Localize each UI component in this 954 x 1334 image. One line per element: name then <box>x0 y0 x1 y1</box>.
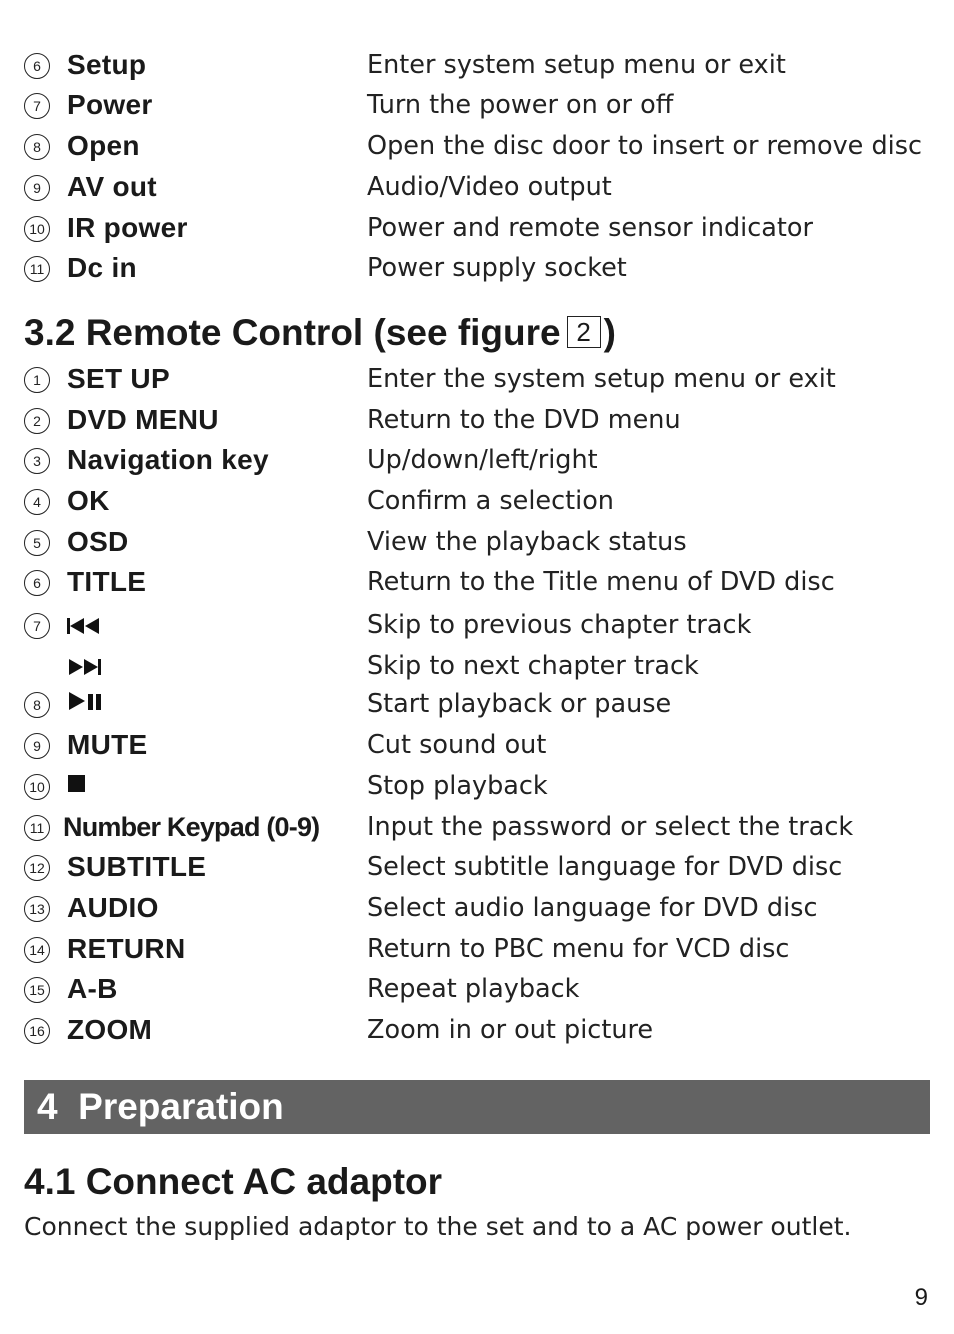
item-description: Input the password or select the track <box>367 812 854 842</box>
item-number: 6 <box>24 570 50 596</box>
item-number: 16 <box>24 1018 50 1044</box>
list-item <box>24 445 930 475</box>
list-item <box>24 893 930 923</box>
section-title-suffix: ) <box>603 312 616 353</box>
item-number: 11 <box>24 815 50 841</box>
item-key: AV out <box>67 171 157 202</box>
item-key: Navigation key <box>67 444 269 475</box>
item-key: Open <box>67 130 140 161</box>
list-item <box>24 172 930 202</box>
item-number: 12 <box>24 855 50 881</box>
list-item <box>24 852 930 882</box>
list-item <box>24 486 930 516</box>
item-description: Stop playback <box>367 771 548 801</box>
item-description: Confirm a selection <box>367 486 614 516</box>
list-item <box>24 364 930 394</box>
list-item <box>24 730 930 760</box>
item-description: Start playback or pause <box>367 689 672 719</box>
item-number: 7 <box>24 613 50 639</box>
list-item <box>24 253 930 283</box>
list-item <box>24 527 930 557</box>
item-key: ZOOM <box>67 1014 153 1045</box>
section-heading <box>24 1160 442 1204</box>
section-heading <box>24 311 616 355</box>
item-description: Power and remote sensor indicator <box>367 213 813 243</box>
item-key: SET UP <box>67 363 170 394</box>
item-description: Open the disc door to insert or remove disc <box>367 131 923 161</box>
item-number: 8 <box>24 134 50 160</box>
list-item <box>24 213 930 243</box>
item-number: 4 <box>24 489 50 515</box>
list-item <box>24 90 930 120</box>
list-item <box>24 689 930 719</box>
figure-reference-box: 2 <box>567 316 601 348</box>
item-description: Select audio language for DVD disc <box>367 893 818 923</box>
page-number: 9 <box>914 1284 928 1311</box>
item-description: Turn the power on or off <box>367 90 674 120</box>
item-number: 3 <box>24 448 50 474</box>
list-item <box>24 651 930 681</box>
item-number: 5 <box>24 530 50 556</box>
item-key: OSD <box>67 526 129 557</box>
item-description: Return to PBC menu for VCD disc <box>367 934 790 964</box>
list-item <box>24 405 930 435</box>
item-number: 10 <box>24 774 50 800</box>
list-item <box>24 131 930 161</box>
item-description: Return to the DVD menu <box>367 405 681 435</box>
item-description: Skip to next chapter track <box>367 651 699 681</box>
chapter-title: 4 Preparation <box>37 1086 284 1127</box>
item-key: TITLE <box>67 566 147 597</box>
chapter-banner <box>24 1080 930 1134</box>
list-item <box>24 812 930 842</box>
item-description: Repeat playback <box>367 974 580 1004</box>
item-key: RETURN <box>67 933 186 964</box>
list-item <box>24 934 930 964</box>
item-description: Enter system setup menu or exit <box>367 50 786 80</box>
item-key: AUDIO <box>67 892 159 923</box>
item-number: 11 <box>24 256 50 282</box>
section-paragraph: Connect the supplied adaptor to the set and to a AC power outlet. <box>24 1212 852 1241</box>
item-description: Cut sound out <box>367 730 547 760</box>
item-description: Skip to previous chapter track <box>367 610 752 640</box>
item-number: 2 <box>24 408 50 434</box>
item-key: IR power <box>67 212 188 243</box>
item-description: Power supply socket <box>367 253 627 283</box>
section-title: 4.1 Connect AC adaptor <box>24 1161 443 1202</box>
item-number: 13 <box>24 896 50 922</box>
next-track-icon <box>67 656 101 686</box>
item-description: Up/down/left/right <box>367 445 598 475</box>
item-key: OK <box>67 485 110 516</box>
item-description: Zoom in or out picture <box>367 1015 654 1045</box>
item-number: 7 <box>24 93 50 119</box>
item-key: Setup <box>67 49 147 80</box>
section-title: 3.2 Remote Control (see figure <box>24 312 561 353</box>
item-description: Enter the system setup menu or exit <box>367 364 836 394</box>
item-description: Select subtitle language for DVD disc <box>367 852 843 882</box>
list-item <box>24 1015 930 1045</box>
item-number: 9 <box>24 733 50 759</box>
item-key: SUBTITLE <box>67 851 207 882</box>
item-number: 15 <box>24 977 50 1003</box>
item-key: DVD MENU <box>67 404 219 435</box>
item-key: MUTE <box>67 729 148 760</box>
item-key: A-B <box>67 973 118 1004</box>
item-description: View the playback status <box>367 527 687 557</box>
list-item <box>24 974 930 1004</box>
stop-icon <box>67 772 87 802</box>
item-description: Return to the Title menu of DVD disc <box>367 567 835 597</box>
item-key: Dc in <box>67 252 137 283</box>
list-item <box>24 771 930 801</box>
list-item <box>24 50 930 80</box>
item-number: 14 <box>24 937 50 963</box>
item-key: Power <box>67 89 153 120</box>
previous-track-icon <box>67 615 101 645</box>
item-number: 6 <box>24 53 50 79</box>
item-number: 1 <box>24 367 50 393</box>
item-description: Audio/Video output <box>367 172 612 202</box>
item-key: Number Keypad (0-9) <box>63 812 320 842</box>
item-number: 10 <box>24 216 50 242</box>
play-pause-icon <box>67 690 105 721</box>
list-item <box>24 567 930 597</box>
item-number: 8 <box>24 692 50 718</box>
item-number: 9 <box>24 175 50 201</box>
list-item <box>24 610 930 640</box>
